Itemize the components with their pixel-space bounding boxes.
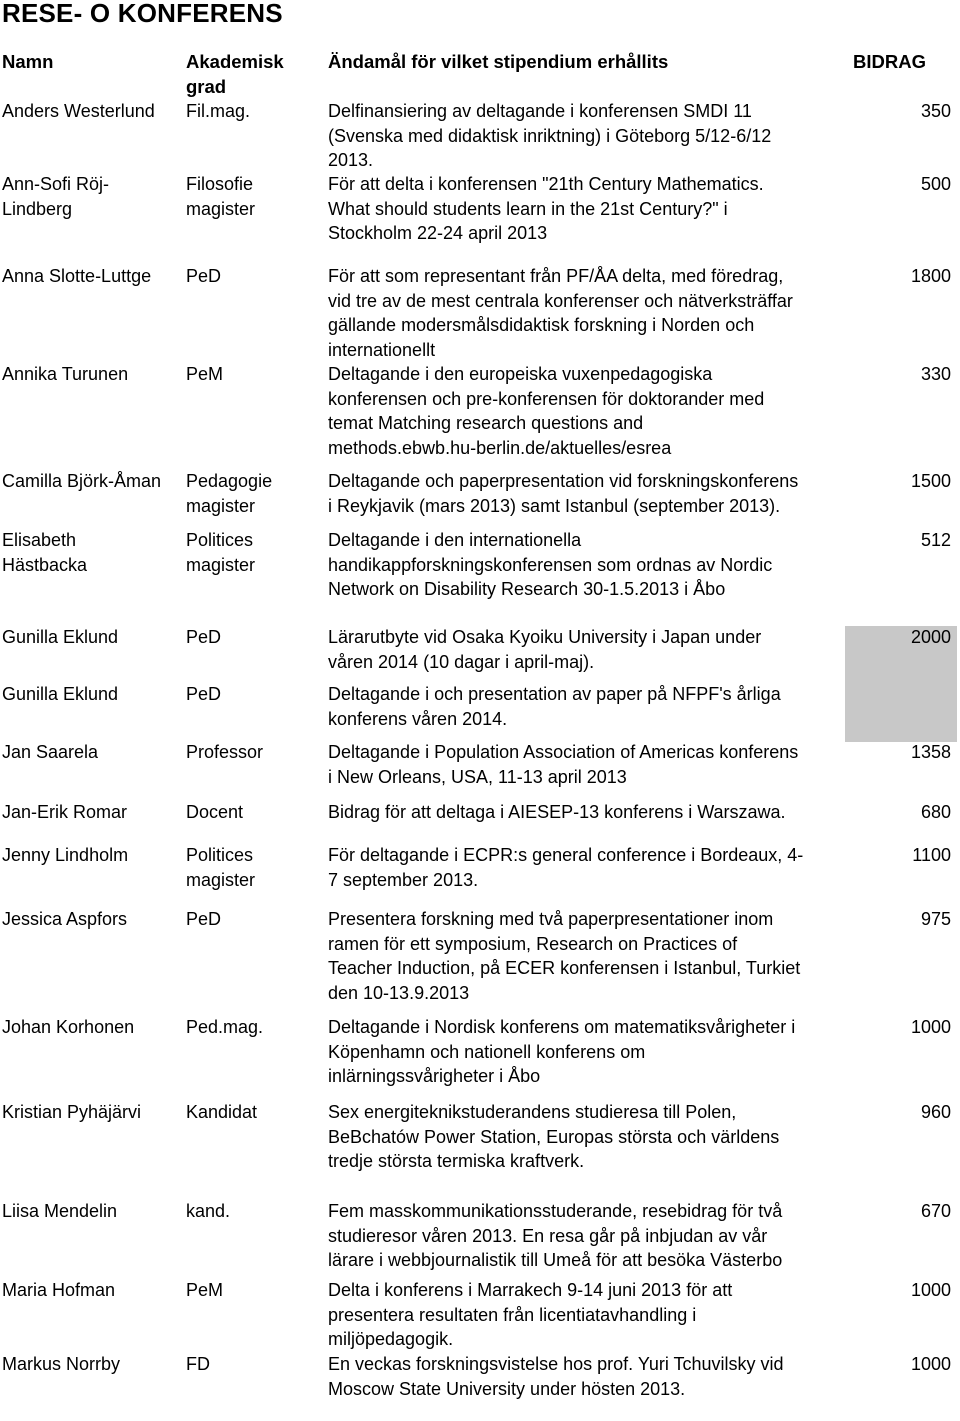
- cell-degree: Politices magister: [186, 845, 256, 890]
- cell-purpose: Deltagande och paperpresentation vid forskningskonferens i Reykjavik (mars 2013) samt Istanbul (september 2013).: [328, 471, 799, 516]
- cell-degree: Filosofie magister: [186, 174, 256, 219]
- cell-degree: Fil.mag.: [186, 101, 251, 121]
- cell-purpose: Deltagande i den internationella handikappforskningskonferensen som ordnas av Nordic Network on Disability Research 30-1.5.2013 i Åbo: [328, 530, 773, 599]
- cell-name: Johan Korhonen: [2, 1017, 135, 1037]
- cell-amount: 1100: [912, 845, 951, 865]
- cell-degree: Ped.mag.: [186, 1017, 264, 1037]
- header-name: Namn: [2, 51, 54, 72]
- cell-amount: 1000: [910, 1354, 951, 1374]
- cell-name: Camilla Björk-Åman: [2, 471, 162, 491]
- cell-purpose: En veckas forskningsvistelse hos prof. Yuri Tchuvilsky vid Moscow State University under hösten 2013.: [328, 1354, 784, 1399]
- cell-degree: Pedagogie magister: [186, 471, 273, 516]
- cell-degree: PeM: [186, 364, 224, 384]
- cell-name: Kristian Pyhäjärvi: [2, 1102, 142, 1122]
- cell-degree: PeD: [186, 266, 222, 286]
- cell-name: Elisabeth Hästbacka: [2, 530, 88, 575]
- cell-name: Anna Slotte-Luttge: [2, 266, 152, 286]
- cell-purpose: Bidrag för att deltaga i AIESEP-13 konferens i Warszawa.: [328, 802, 786, 822]
- cell-purpose: Deltagande i Population Association of Americas konferens i New Orleans, USA, 11-13 april 2013: [328, 742, 799, 787]
- cell-degree: PeD: [186, 684, 222, 704]
- cell-name: Jessica Aspfors: [2, 909, 128, 929]
- cell-name: Liisa Mendelin: [2, 1201, 118, 1221]
- cell-degree: Politices magister: [186, 530, 256, 575]
- cell-purpose: För deltagande i ECPR:s general conference i Bordeaux, 4- 7 september 2013.: [328, 845, 804, 890]
- cell-degree: Professor: [186, 742, 264, 762]
- cell-amount: 680: [920, 802, 951, 822]
- cell-name: Annika Turunen: [2, 364, 129, 384]
- header-degree: Akademisk grad: [186, 51, 284, 97]
- cell-amount: 975: [920, 909, 951, 929]
- cell-purpose: Deltagande i den europeiska vuxenpedagogiska konferensen och pre-konferensen för doktorander med temat Matching research questions and methods.ebwb.hu-berlin.de/aktuelles/esrea: [328, 364, 765, 458]
- cell-degree: PeM: [186, 1280, 224, 1300]
- cell-purpose: För att som representant från PF/ÅA delta, med föredrag, vid tre av de mest centrala konferenser och nätverksträffar gällande modersmålsdidaktisk forskning i Norden och internationellt: [328, 266, 793, 360]
- cell-amount: 500: [920, 174, 951, 194]
- cell-amount: 512: [920, 530, 951, 550]
- cell-name: Maria Hofman: [2, 1280, 116, 1300]
- cell-name: Jenny Lindholm: [2, 845, 129, 865]
- cell-degree: Kandidat: [186, 1102, 258, 1122]
- header-amount: BIDRAG: [853, 51, 926, 72]
- cell-name: Jan Saarela: [2, 742, 99, 762]
- cell-name: Ann-Sofi Röj- Lindberg: [2, 174, 110, 219]
- cell-amount: 670: [920, 1201, 951, 1221]
- cell-name: Gunilla Eklund: [2, 627, 119, 647]
- cell-purpose: Lärarutbyte vid Osaka Kyoiku University i Japan under våren 2014 (10 dagar i april-maj).: [328, 627, 762, 672]
- page-title: RESE- O KONFERENS: [2, 0, 283, 28]
- cell-amount: 1358: [910, 742, 951, 762]
- cell-degree: PeD: [186, 909, 222, 929]
- cell-amount: 1000: [910, 1280, 951, 1300]
- cell-purpose: Deltagande i och presentation av paper på NFPF's årliga konferens våren 2014.: [328, 684, 781, 729]
- cell-degree: kand.: [186, 1201, 231, 1221]
- cell-amount: 1500: [910, 471, 951, 491]
- cell-purpose: För att delta i konferensen "21th Century Mathematics. What should students learn in the 21st Century?" i Stockholm 22-24 april 2013: [328, 174, 764, 243]
- cell-name: Markus Norrby: [2, 1354, 121, 1374]
- cell-degree: PeD: [186, 627, 222, 647]
- cell-amount: 350: [920, 101, 951, 121]
- cell-name: Gunilla Eklund: [2, 684, 119, 704]
- cell-purpose: Deltagande i Nordisk konferens om matematiksvårigheter i Köpenhamn och nationell konferens om inlärningssvårigheter i Åbo: [328, 1017, 796, 1086]
- cell-purpose: Sex energiteknikstuderandens studieresa till Polen, BeBchatów Power Station, Europas största och världens tredje största termiska kraftverk.: [328, 1102, 780, 1171]
- cell-amount: 330: [920, 364, 951, 384]
- cell-purpose: Delfinansiering av deltagande i konferensen SMDI 11 (Svenska med didaktisk inriktning) i Göteborg 5/12-6/12 2013.: [328, 101, 772, 170]
- cell-degree: FD: [186, 1354, 210, 1374]
- cell-purpose: Fem masskommunikationsstuderande, resebidrag för två studieresor våren 2013. En resa går på inbjudan av vår lärare i webbjournalistik till Umeå för att besöka Västerbo: [328, 1201, 783, 1270]
- header-purpose: Ändamål för vilket stipendium erhållits: [328, 51, 669, 72]
- cell-amount: 1000: [910, 1017, 951, 1037]
- cell-name: Anders Westerlund: [2, 101, 155, 121]
- cell-amount: 1800: [910, 266, 951, 286]
- cell-purpose: Presentera forskning med två paperpresentationer inom ramen för ett symposium, Research on Practices of Teacher Induction, på ECER konferensen i Istanbul, Turkiet den 10-13.9.2013: [328, 909, 801, 1003]
- cell-amount: 960: [920, 1102, 951, 1122]
- cell-amount: 2000: [910, 627, 951, 647]
- cell-degree: Docent: [186, 802, 244, 822]
- cell-purpose: Delta i konferens i Marrakech 9-14 juni 2013 för att presentera resultaten från licentiatavhandling i miljöpedagogik.: [328, 1280, 733, 1349]
- cell-name: Jan-Erik Romar: [2, 802, 128, 822]
